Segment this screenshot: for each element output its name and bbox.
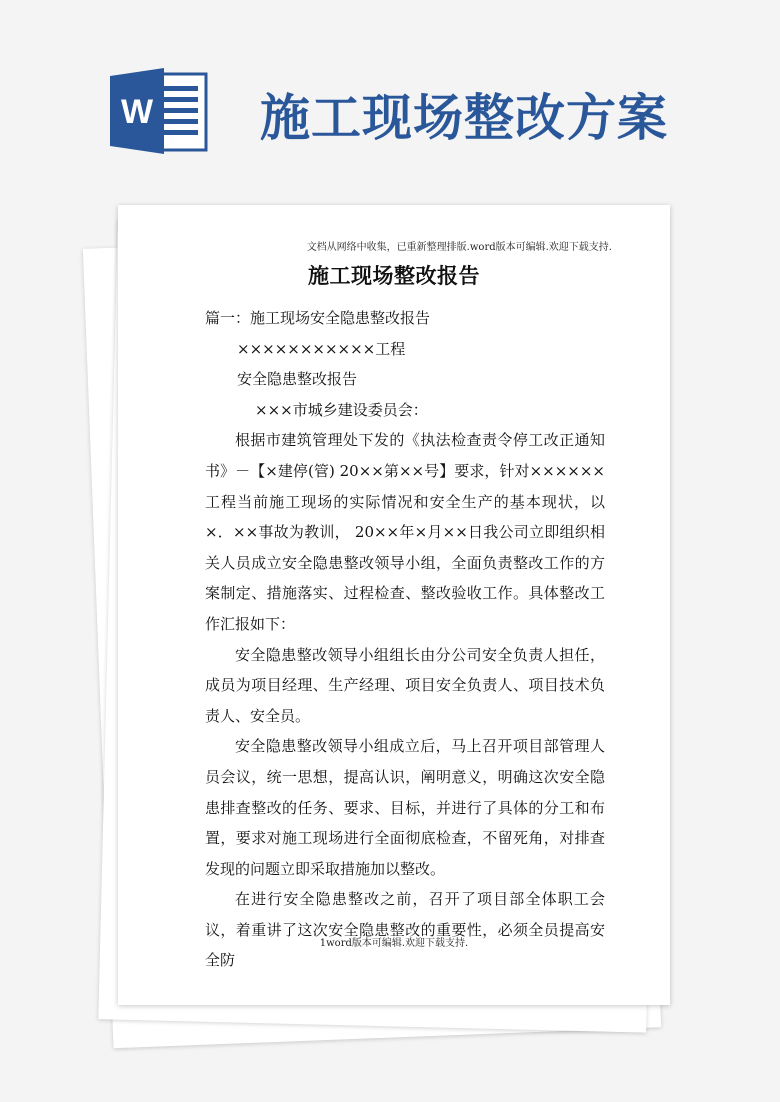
page-footer-note: 1word版本可编辑.欢迎下载支持. xyxy=(319,938,469,949)
body-line: ×××市城乡建设委员会： xyxy=(255,400,428,419)
body-line: ×××××××××××工程 xyxy=(237,339,406,358)
document-title: 施工现场整改报告 xyxy=(308,263,480,288)
banner xyxy=(0,0,780,190)
document-page xyxy=(118,205,670,1005)
body-line: 安全隐患整改报告 xyxy=(237,370,358,389)
banner-title: 施工现场整改方案 xyxy=(260,88,668,147)
page-header-note: 文档从网络中收集，已重新整理排版.word版本可编辑.欢迎下载支持. xyxy=(306,242,612,253)
body-paragraph: 在进行安全隐患整改之前，召开了项目部全体职工会议，着重讲了这次安全隐患整改的重要性，必须全员提高安全防 xyxy=(205,890,605,970)
body-paragraph: 根据市建筑管理处下发的《执法检查责令停工改正通知书》－【×建停(管) 20××第××号】要求，针对××××××工程当前施工现场的实际情况和安全生产的基本现状，以×．××事故为教训， 20××年×月××日我公司立即组织相关人员成立安全隐患整改领导小组，全面负责整改工作的方案制定、措施落实、过程检查、整改验收工作。具体整改工作汇报如下： xyxy=(205,431,605,633)
word-icon-letter: W xyxy=(120,93,154,131)
word-doc-icon xyxy=(108,68,208,154)
body-line: 篇一：施工现场安全隐患整改报告 xyxy=(205,309,431,327)
document-body xyxy=(205,303,605,976)
body-paragraph: 安全隐患整改领导小组组长由分公司安全负责人担任，成员为项目经理、生产经理、项目安全负责人、项目技术负责人、安全员。 xyxy=(205,645,605,725)
body-paragraph: 安全隐患整改领导小组成立后，马上召开项目部管理人员会议，统一思想，提高认识，阐明意义，明确这次安全隐患排查整改的任务、要求、目标，并进行了具体的分工和布置，要求对施工现场进行全面彻底检查，不留死角，对排查发现的问题立即采取措施加以整改。 xyxy=(205,737,605,878)
